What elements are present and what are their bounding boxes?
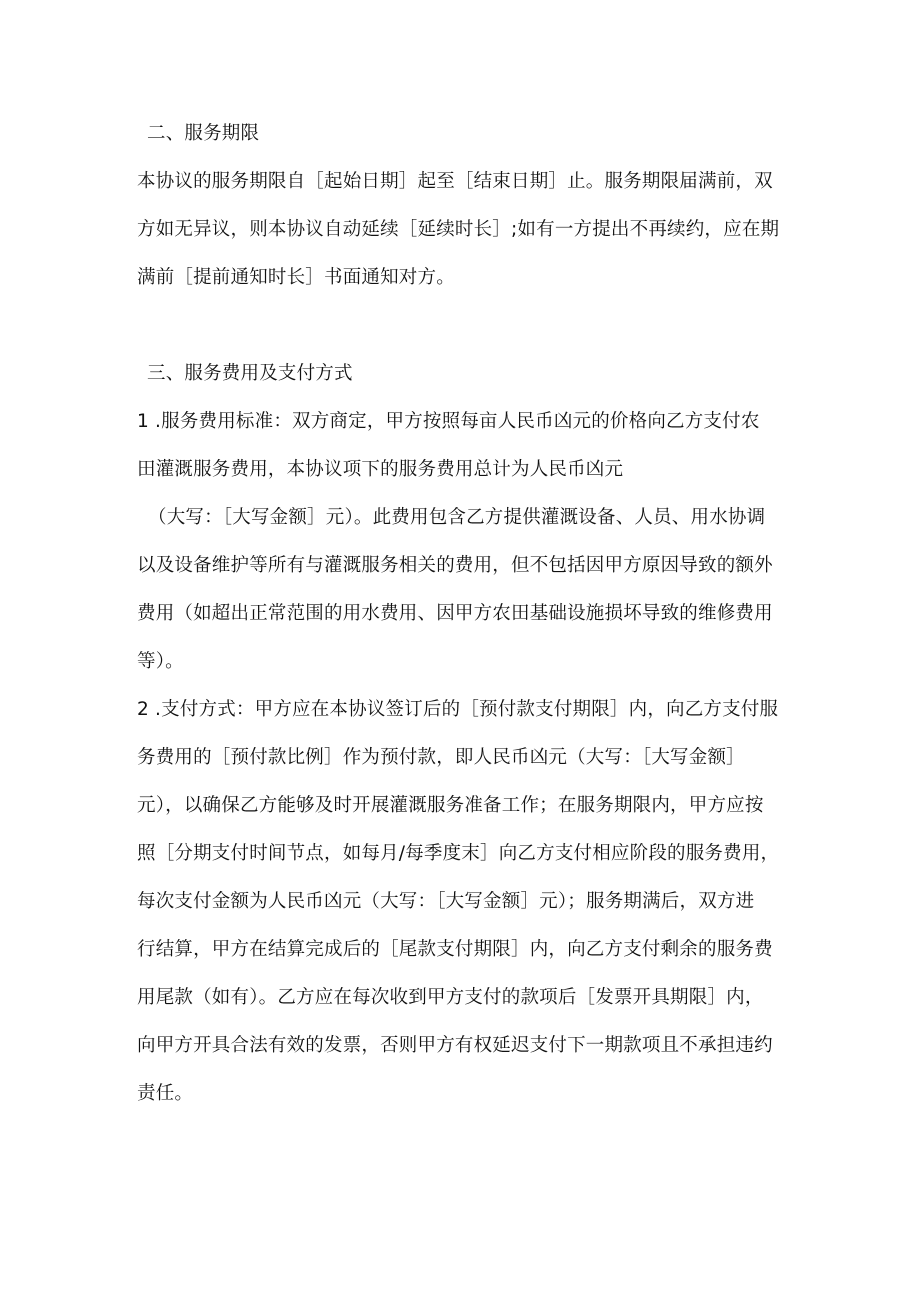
paragraph-line: 向甲方开具合法有效的发票，否则甲方有权延迟支付下一期款项且不承担违约 — [137, 1035, 773, 1056]
paragraph-line: 责任。 — [137, 1083, 194, 1104]
paragraph-line: 方如无异议，则本协议自动延续［延续时长］;如有一方提出不再续约，应在期 — [137, 219, 780, 240]
paragraph-line: 行结算，甲方在结算完成后的［尾款支付期限］内，向乙方支付剩余的服务费 — [137, 939, 773, 960]
paragraph-line: 2 .支付方式：甲方应在本协议签订后的［预付款支付期限］内，向乙方支付服 — [137, 699, 779, 720]
paragraph-line: 照［分期支付时间节点，如每月/每季度末］向乙方支付相应阶段的服务费用， — [137, 843, 780, 864]
paragraph-line: 用尾款（如有）。乙方应在每次收到甲方支付的款项后［发票开具期限］内， — [137, 987, 764, 1008]
paragraph-line: 以及设备维护等所有与灌溉服务相关的费用，但不包括因甲方原因导致的额外 — [137, 555, 773, 576]
paragraph-line: 本协议的服务期限自［起始日期］起至［结束日期］止。服务期限届满前，双 — [137, 171, 773, 192]
paragraph-line: 每次支付金额为人民币凶元（大写：［大写金额］元）；服务期满后，双方进 — [137, 891, 755, 912]
section-heading-service-term: 二、服务期限 — [147, 123, 260, 144]
paragraph-line: 满前［提前通知时长］书面通知对方。 — [137, 267, 455, 288]
paragraph-line: （大写：［大写金额］元）。此费用包含乙方提供灌溉设备、人员、用水协调 — [148, 507, 766, 528]
paragraph-line: 1 .服务费用标准：双方商定，甲方按照每亩人民币凶元的价格向乙方支付农 — [137, 411, 760, 432]
section-heading-service-fees: 三、服务费用及支付方式 — [147, 363, 353, 384]
paragraph-line: 等）。 — [137, 651, 184, 672]
paragraph-line: 费用（如超出正常范围的用水费用、因甲方农田基础设施损坏导致的维修费用 — [137, 603, 773, 624]
paragraph-line: 元），以确保乙方能够及时开展灌溉服务准备工作；在服务期限内，甲方应按 — [137, 795, 764, 816]
paragraph-line: 田灌溉服务费用，本协议项下的服务费用总计为人民币凶元 — [137, 459, 624, 480]
paragraph-line: 务费用的［预付款比例］作为预付款，即人民币凶元（大写：［大写金额］ — [137, 747, 745, 768]
